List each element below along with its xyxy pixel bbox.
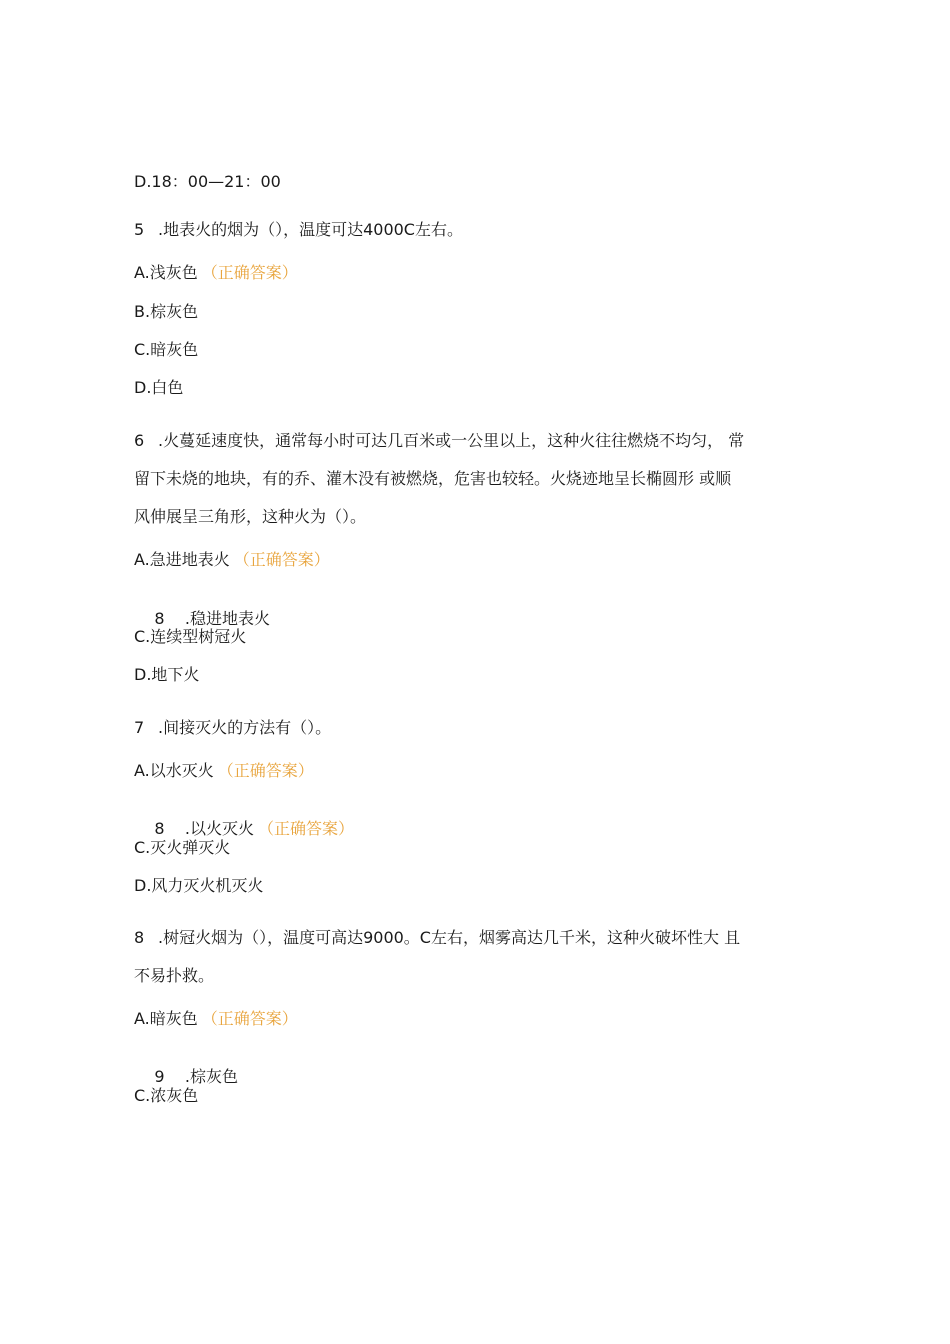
question-number: 7	[134, 718, 145, 737]
option-text: 8 .以火灭火	[154, 819, 254, 838]
question-text-line: .火蔓延速度快，通常每小时可达几百米或一公里以上，这种火往往燃烧不均匀， 常	[158, 431, 745, 450]
option-text: 8 .稳进地表火	[154, 609, 270, 628]
question-text-line: .树冠火烟为（），温度可高达9000。C左右，烟雾高达几千米，这种火破坏性大 且	[158, 928, 741, 947]
q6-option-a[interactable]	[134, 550, 330, 570]
q5-option-a[interactable]	[134, 263, 298, 283]
option-text: A.暗灰色	[134, 1009, 198, 1028]
option-text: 9 .棕灰色	[154, 1067, 238, 1086]
question-6-line-2: 留下未烧的地块，有的乔、灌木没有被燃烧，危害也较轻。火烧迹地呈长椭圆形 或顺	[134, 469, 732, 488]
option-text: D.地下火	[134, 665, 200, 684]
option-text: A.急进地表火	[134, 550, 230, 569]
q6-option-d[interactable]	[134, 665, 199, 685]
question-8	[134, 928, 740, 948]
option-text: C.浓灰色	[134, 1086, 199, 1105]
question-text: .间接灭火的方法有（）。	[158, 718, 332, 737]
q8-option-a[interactable]	[134, 1009, 298, 1029]
q7-option-d[interactable]	[134, 876, 263, 896]
q7-option-a[interactable]	[134, 761, 314, 781]
question-8-line-2: 不易扑救。	[134, 966, 215, 985]
option-text: B.棕灰色	[134, 302, 199, 321]
q6-option-c[interactable]	[134, 627, 246, 647]
question-number: 8	[134, 928, 145, 947]
correct-answer-label: （正确答案）	[257, 819, 354, 838]
question-number: 5	[134, 220, 145, 239]
option-text: C.灭火弹灭火	[134, 838, 231, 857]
question-5	[134, 220, 463, 240]
correct-answer-label: （正确答案）	[201, 263, 298, 282]
option-d-prev: D.18：00—21：00	[134, 172, 281, 191]
question-7	[134, 718, 331, 738]
question-6	[134, 431, 744, 451]
q5-option-b[interactable]	[134, 302, 198, 322]
option-text: D.白色	[134, 378, 184, 397]
option-text: A.以水灭火	[134, 761, 214, 780]
option-text: C.连续型树冠火	[134, 627, 247, 646]
q7-option-c[interactable]	[134, 838, 230, 858]
option-text: A.浅灰色	[134, 263, 198, 282]
correct-answer-label: （正确答案）	[233, 550, 330, 569]
option-text: C.暗灰色	[134, 340, 199, 359]
correct-answer-label: （正确答案）	[201, 1009, 298, 1028]
q8-option-c[interactable]	[134, 1086, 198, 1106]
q5-option-d[interactable]	[134, 378, 183, 398]
correct-answer-label: （正确答案）	[217, 761, 314, 780]
question-number: 6	[134, 431, 145, 450]
question-6-line-3: 风伸展呈三角形，这种火为（）。	[134, 507, 367, 526]
option-text: D.风力灭火机灭火	[134, 876, 264, 895]
question-text: .地表火的烟为（），温度可达4000C左右。	[158, 220, 463, 239]
q5-option-c[interactable]	[134, 340, 198, 360]
